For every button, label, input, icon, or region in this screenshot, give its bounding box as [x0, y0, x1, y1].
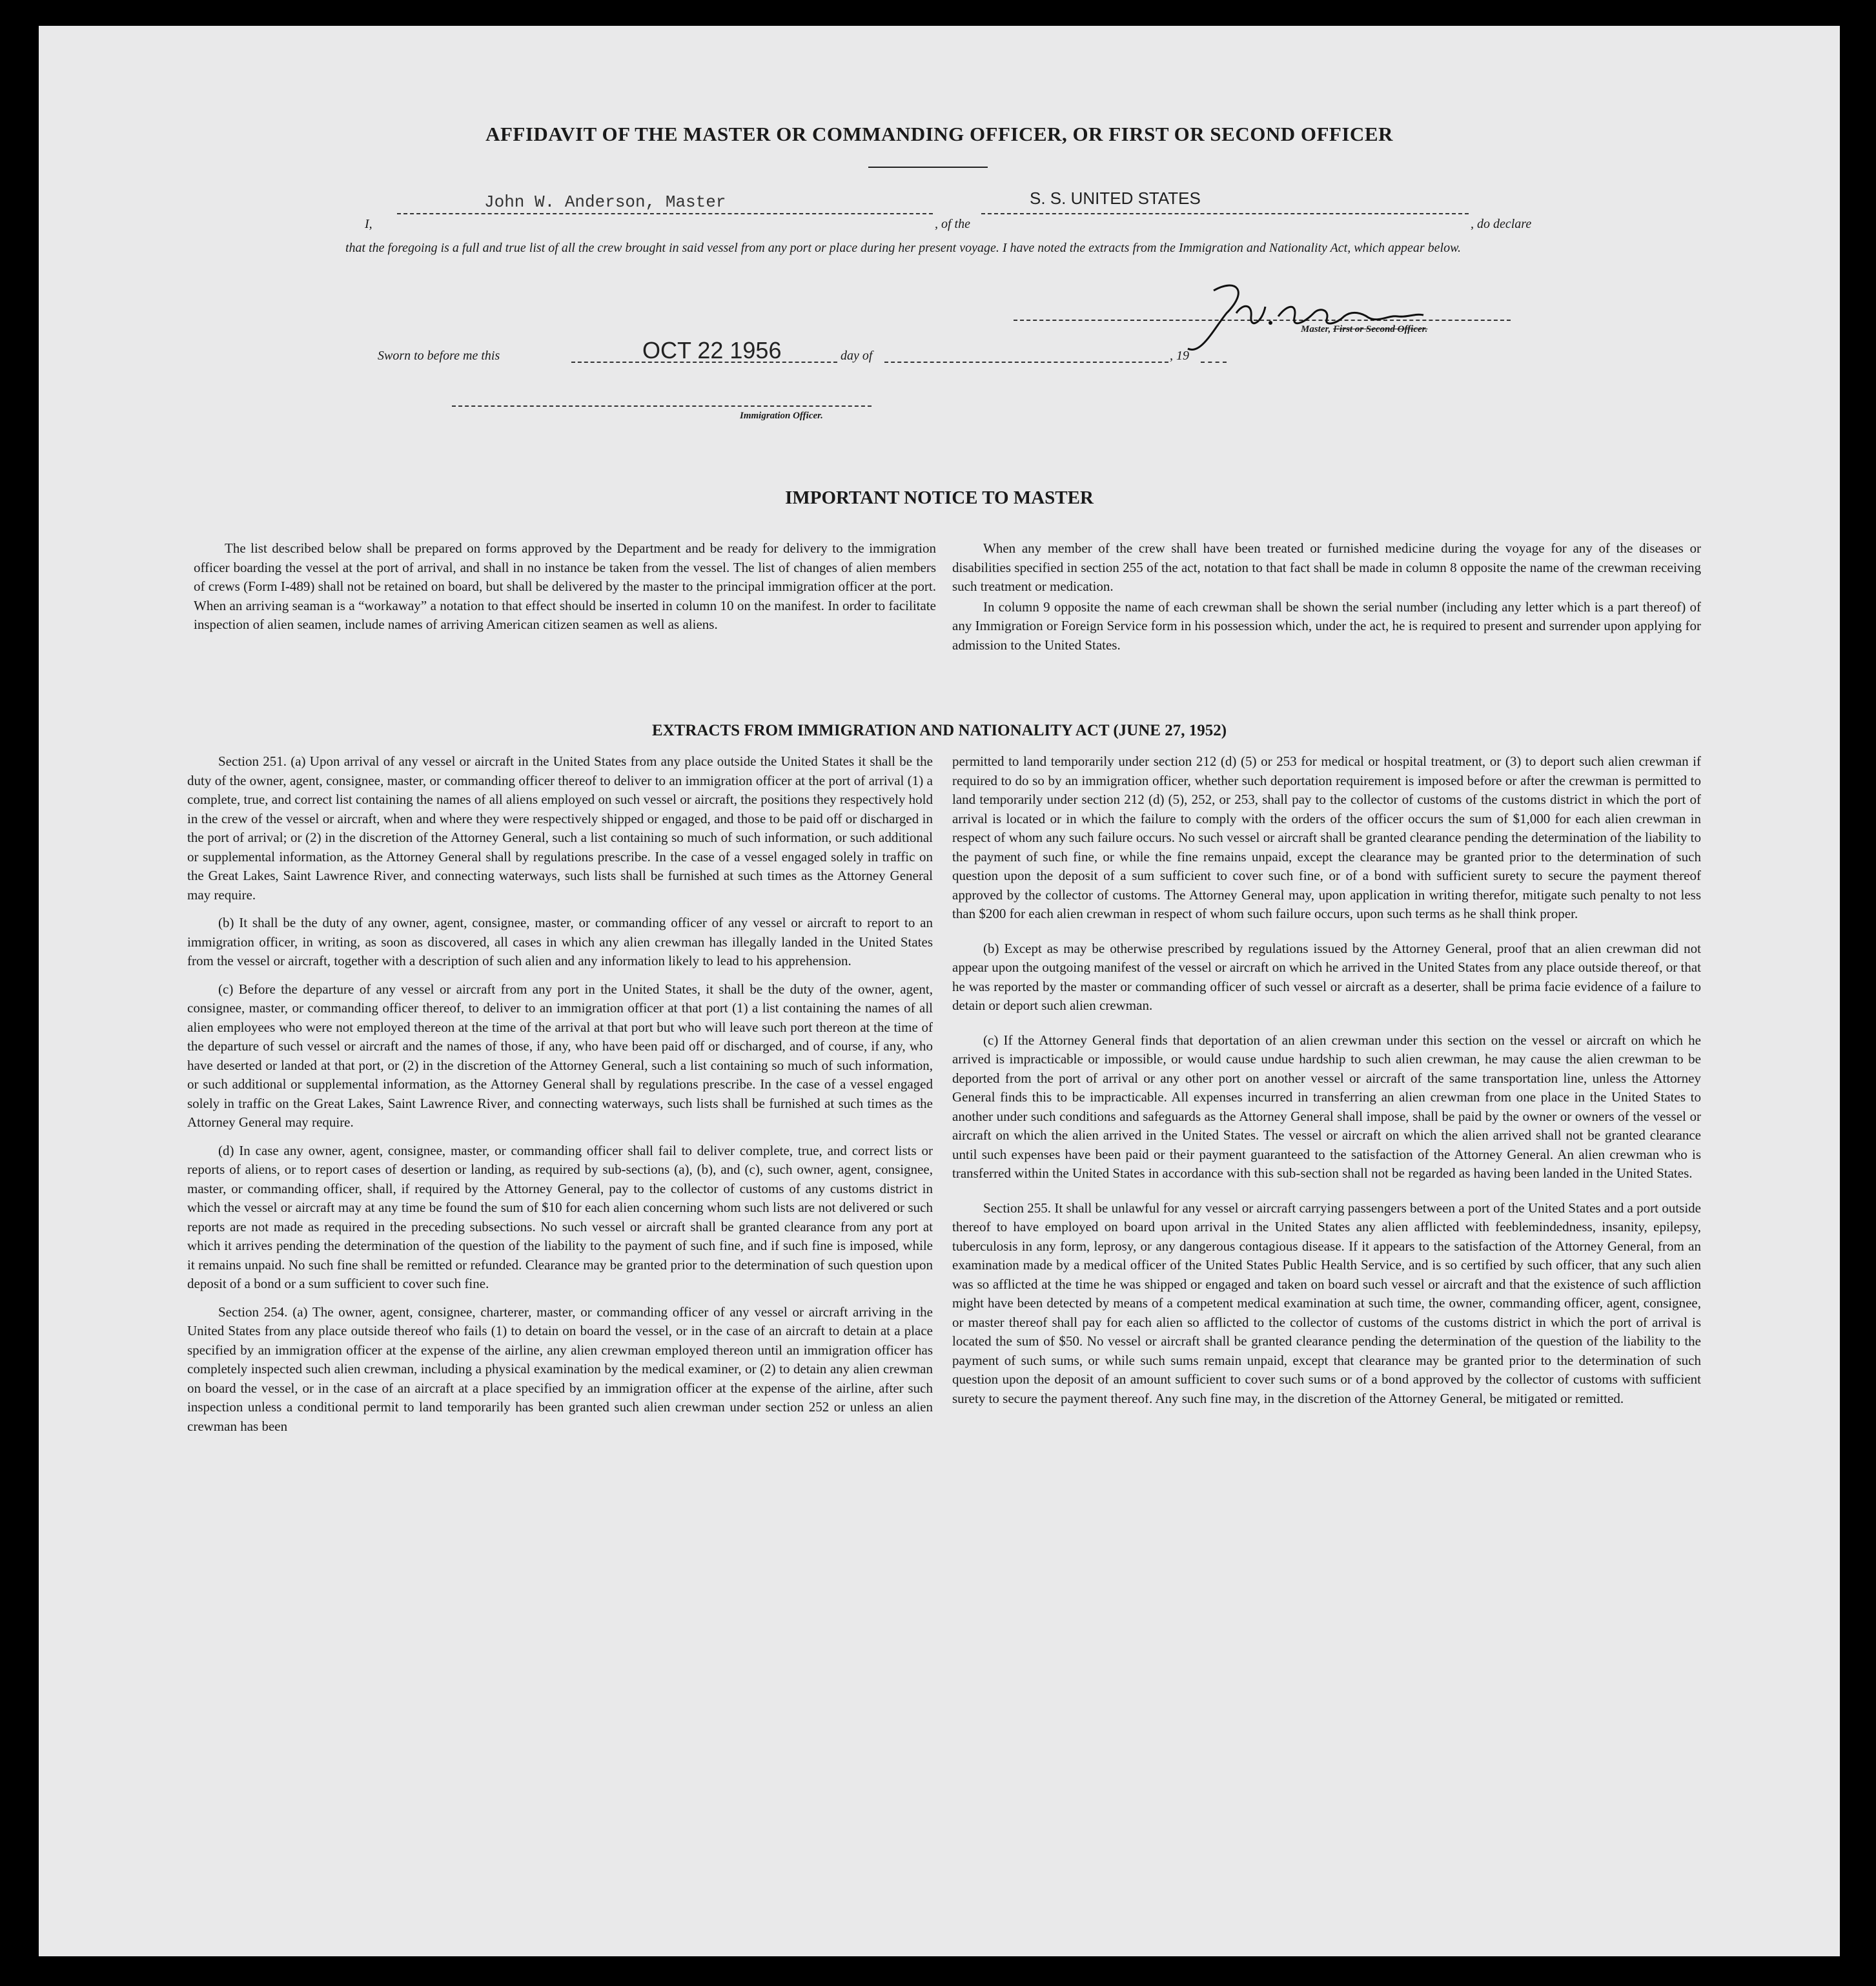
- section-254-b: (b) Except as may be otherwise prescribed by regulations issued by the Attorney General, proof that an alien crewman did not appear upon the outgoing manifest of the vessel or aircraft on which he arrived in the United States from any place outside thereof, or that he was reported by the master or commanding officer of such vessel or aircraft as a deserter, shall be prima facie evidence of a failure to detain or deport such alien crewman.: [952, 940, 1701, 1013]
- officer-line: [452, 405, 872, 407]
- extracts-right-column: [952, 752, 1701, 1417]
- sworn-label: Sworn to before me this: [378, 349, 500, 363]
- notice-left-column: [194, 539, 936, 644]
- of-the-label: , of the: [935, 217, 970, 231]
- notice-right-paragraph-2: In column 9 opposite the name of each crewman shall be shown the serial number (including any letter which is a part thereof) of any Immigration or Foreign Service form in his possession which, under the act, he is required to present and surrender upon applying for admission to the United States.: [952, 599, 1701, 653]
- extracts-left-column: [187, 752, 933, 1445]
- signature-image: [1175, 278, 1472, 362]
- i-label: I,: [365, 217, 372, 231]
- section-255: Section 255. It shall be unlawful for any vessel or aircraft carrying passengers between a port of the United States and a port outside thereof to have employed on board upon arrival in the United States any alien afflicted with feeblemindedness, insanity, epilepsy, tuberculosis in any form, leprosy, or any dangerous contagious disease. If it appears to the satisfaction of the Attorney General, from an examination made by a medical officer of the United States Public Health Service, and is so certified by such officer, that any such alien was so afflicted at the time he was shipped or engaged and taken on board such vessel or aircraft and that the existence of such affliction might have been detected by means of a competent medical examination at such time, the owner, commanding officer, agent, consignee, or master thereof shall pay for each alien so afflicted to the collector of customs of the customs district in which the port of arrival is located the sum of $50. No vessel or aircraft shall be granted clearance pending the determination of the question of the liability to the payment of such sums, or while such sums remain unpaid, except that clearance may be granted prior to the determination of such question upon the deposit of an amount sufficient to cover such sums or of a bond approved by the collector of customs with sufficient surety to secure the payment thereof. Any such fine may, in the discretion of the Attorney General, be mitigated or remitted.: [952, 1200, 1701, 1406]
- section-251-d: (d) In case any owner, agent, consignee, master, or commanding officer shall fail to deliver complete, true, and correct lists or reports of aliens, or to report cases of desertion or landing, as required by sub-sections (a), (b), and (c), such owner, agent, consignee, master, or commanding officer, shall, if required by the Attorney General, pay to the collector of customs of any customs district in which the vessel or aircraft may at any time be found the sum of $10 for each alien concerning whom such lists are not delivered or such reports are not made as required in the preceding subsections. No such vessel or aircraft shall be granted clearance from any port at which it arrives pending the determination of the question of the liability to the payment of such fine, and if such fine is imposed, while it remains unpaid. No such fine shall be remitted or refunded. Clearance may be granted prior to the determination of such question upon deposit of a bond or a sum sufficient to cover such fine.: [187, 1142, 933, 1291]
- title-rule: [868, 167, 988, 168]
- section-251-b: (b) It shall be the duty of any owner, agent, consignee, master, or commanding officer of any vessel or aircraft to report to an immigration officer, in writing, as soon as discovered, all cases in which any alien crewman has illegally landed in the United States from the vessel or aircraft, together with a description of such alien and any information likely to lead to his apprehension.: [187, 915, 933, 968]
- day-of-label: day of: [841, 349, 873, 363]
- do-declare-label: , do declare: [1471, 217, 1532, 231]
- declaration-text: that the foregoing is a full and true list of all the crew brought in said vessel from any port or place during her present voyage. I have noted the extracts from the Immigration and Nationality Act, which appear below.: [345, 241, 1461, 255]
- section-251-a: Section 251. (a) Upon arrival of any vessel or aircraft in the United States from any place outside the United States it shall be the duty of the owner, agent, consignee, master, or commanding officer thereof to deliver to an immigration officer at the port of arrival (1) a complete, true, and correct list containing the names of all aliens employed on such vessel or aircraft, the positions they respectively hold in the crew of the vessel or aircraft, when and where they were respectively shipped or engaged, and those to be paid off or discharged in the port of arrival; or (2) in the discretion of the Attorney General, such a list containing so much of such information, or such additional or supplemental information, as the Attorney General shall by regulations prescribe. In the case of a vessel engaged solely in traffic on the Great Lakes, Saint Lawrence River, and connecting waterways, such lists shall be furnished at such times as the Attorney General may require.: [187, 753, 933, 903]
- extracts-title: EXTRACTS FROM IMMIGRATION AND NATIONALITY ACT (JUNE 27, 1952): [651, 722, 1227, 739]
- sworn-date-stamp: OCT 22 1956: [642, 337, 782, 363]
- section-254-a-continued: permitted to land temporarily under section 212 (d) (5) or 253 for medical or hospital treatment, or (3) to deport such alien crewman if required to do so by an immigration officer, whether such deportation requirement is imposed before or after the crewman is permitted to land temporarily under section 212 (d) (5), 252, or 253, shall pay to the collector of customs of the customs district in which the port of arrival is located or in which the failure to comply with the orders of the officer occurs the sum of $1,000 for each alien crewman in respect of whom any such failure occurs. No such vessel or aircraft shall be granted clearance pending the determination of the liability to the payment of such fine, or while the fine remains unpaid, except the clearance may be granted prior to the determination of such question upon the deposit of a sum sufficient to cover such fine, or of a bond with sufficient surety to secure the payment thereof approved by the collector of customs. The Attorney General may, upon application in writing therefor, mitigate such penalty to not less than $200 for each alien crewman in respect of whom such failure occurs, upon such terms as he shall think proper.: [952, 753, 1701, 921]
- notice-right-column: [952, 539, 1701, 664]
- signer-role: Master, First or Second Officer.: [1301, 324, 1428, 334]
- section-254-c: (c) If the Attorney General finds that deportation of an alien crewman under this section on the vessel or aircraft on which he arrived is impracticable or impossible, or would cause undue hardship to such alien crewman, he may cause the alien crewman to be deported from the port of arrival or any other port on another vessel or aircraft of the same transportation line, unless the Attorney General finds this to be impracticable. All expenses incurred in transferring an alien crewman from one place in the United States to another under such conditions and safeguards as the Attorney General shall impose, shall be paid by the owner or owners of the vessel or aircraft on which the alien arrived in the United States. The vessel or aircraft on which the alien arrived shall not be granted clearance until such expenses have been paid or their payment guaranteed to the satisfaction of the Attorney General. An alien crewman who is transferred within the United States in accordance with this sub-section shall not be regarded as having been landed in the United States.: [952, 1032, 1701, 1181]
- vessel-line: [981, 213, 1469, 214]
- notice-right-paragraph-1: When any member of the crew shall have been treated or furnished medicine during the voyage for any of the diseases or disabilities specified in section 255 of the act, notation to that fact shall be made in column 8 opposite the name of the crewman receiving such treatment or medication.: [952, 540, 1701, 594]
- notice-left-paragraph: The list described below shall be prepared on forms approved by the Department and be ready for delivery to the immigration officer boarding the vessel at the port of arrival, and shall in no instance be taken from the vessel. The list of changes of alien members of crews (Form I-489) shall not be retained on board, but shall be delivered by the master to the principal immigration officer at the port. When an arriving seaman is a “workaway” a notation to that effect should be inserted in column 10 on the manifest. In order to facilitate inspection of alien seamen, include names of arriving American citizen seamen as well as aliens.: [194, 540, 936, 632]
- year-line: [1201, 362, 1227, 363]
- vessel-name: S. S. UNITED STATES: [1030, 189, 1201, 208]
- notice-title: IMPORTANT NOTICE TO MASTER: [785, 487, 1094, 508]
- declarant-line: [397, 213, 933, 214]
- section-254-a: Section 254. (a) The owner, agent, consignee, charterer, master, or commanding officer of any vessel or aircraft arriving in the United States from any place outside thereof who fails (1) to detain on board the vessel, or in the case of an aircraft to detain at a place specified by an immigration officer at the expense of the airline, any alien crewman employed thereon until an immigration officer has completely inspected such alien crewman, including a physical examination by the medical examiner, or (2) to detain any alien crewman on board the vessel, or in the case of an aircraft at a place specified by an immigration officer at the expense of the airline, after such inspection unless a conditional permit to land temporarily has been granted such alien crewman under section 252 or unless an alien crewman has been: [187, 1304, 933, 1434]
- month-line: [884, 362, 1168, 363]
- year-prefix: , 19: [1170, 349, 1189, 363]
- declarant-name: John W. Anderson, Master: [484, 192, 726, 212]
- affidavit-title: AFFIDAVIT OF THE MASTER OR COMMANDING OFFICER, OR FIRST OR SECOND OFFICER: [485, 123, 1393, 145]
- officer-label: Immigration Officer.: [740, 411, 823, 421]
- section-251-c: (c) Before the departure of any vessel or aircraft from any port in the United States, it shall be the duty of the owner, agent, consignee, master, or commanding officer thereof, to deliver to an immigration officer at that port (1) a list containing the names of all alien employees who were not employed thereon at the time of the arrival at that port but who will leave such port thereon at the time of the departure of such vessel or aircraft and the names of those, if any, who have been paid off or discharged, and of course, if any, who have deserted or landed at that port, or (2) in the discretion of the Attorney General, such a list containing so much of such information, or such additional or supplemental information, as the Attorney General shall by regulations prescribe. In the case of a vessel engaged solely in traffic on the Great Lakes, Saint Lawrence River, and connecting waterways, such lists shall be furnished at such times as the Attorney General may require.: [187, 981, 933, 1130]
- document-page: [39, 26, 1840, 1956]
